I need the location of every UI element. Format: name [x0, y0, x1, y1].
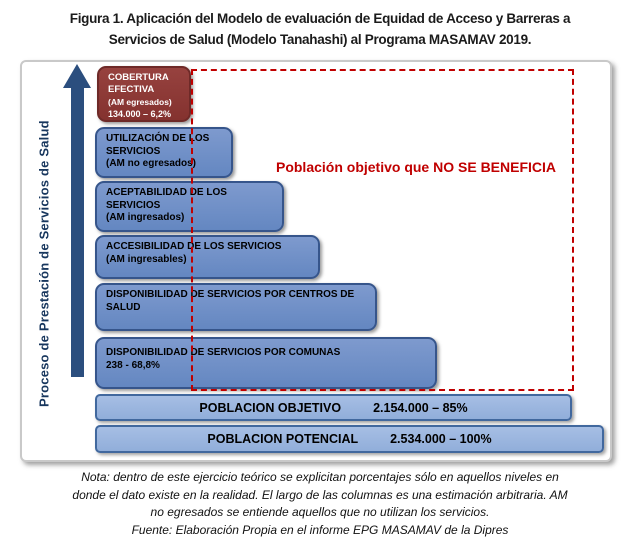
level-cobertura-efectiva — [97, 66, 191, 122]
level-name: COBERTURA EFECTIVA — [108, 72, 169, 95]
bar-label: POBLACION OBJETIVO — [199, 400, 342, 415]
up-arrow-icon — [63, 64, 91, 88]
level-name: ACEPTABILIDAD DE LOS SERVICIOS — [106, 187, 227, 211]
note-line1: Nota: dentro de este ejercicio teórico se explicitan porcentajes sólo en aquellos niveles en — [81, 470, 559, 484]
diagram-frame — [20, 60, 612, 462]
level-detail: (AM no egresados) — [106, 158, 197, 169]
level-name: UTILIZACIÓN DE LOS SERVICIOS — [106, 133, 210, 157]
figure-title — [0, 8, 640, 50]
level-aceptabilidad — [95, 181, 284, 232]
no-benefit-label: Población objetivo que NO SE BENEFICIA — [275, 159, 557, 175]
process-axis-label: Proceso de Prestación de Servicios de Salud — [36, 120, 52, 408]
bar-value: 2.534.000 – 100% — [390, 432, 492, 446]
level-utilizacion — [95, 127, 233, 178]
level-detail: (AM ingresables) — [106, 253, 187, 265]
level-value: 238 - 68,8% — [106, 359, 160, 371]
level-detail: (AM ingresados) — [106, 212, 185, 223]
level-name: DISPONIBILIDAD DE SERVICIOS POR CENTROS DE SALUD — [106, 289, 355, 313]
level-disponibilidad-centros — [95, 283, 377, 331]
up-arrow-shaft — [71, 86, 84, 377]
bar-value: 2.154.000 – 85% — [373, 400, 468, 415]
bar-poblacion-objetivo — [95, 394, 572, 421]
level-name: DISPONIBILIDAD DE SERVICIOS POR COMUNAS — [106, 347, 341, 358]
figure-notes — [0, 469, 640, 539]
level-value: 134.000 – 6,2% — [108, 109, 172, 119]
figure-title-line2: Servicios de Salud (Modelo Tanahashi) al Programa MASAMAV 2019. — [108, 32, 532, 47]
figure-title-line1: Figura 1. Aplicación del Modelo de evaluación de Equidad de Acceso y Barreras a — [69, 11, 571, 26]
bar-label: POBLACION POTENCIAL — [207, 432, 359, 446]
level-accesibilidad — [95, 235, 320, 279]
note-line3: no egresados se entiende aquellos que no utilizan los servicios. — [150, 505, 490, 519]
level-detail: (AM egresados) — [108, 97, 172, 107]
note-line2: donde el dato existe en la realidad. El largo de las columnas es una estimación arbitraria. AM — [72, 487, 568, 502]
level-name: ACCESIBILIDAD DE LOS SERVICIOS — [106, 241, 282, 252]
bar-poblacion-potencial — [95, 425, 604, 453]
level-disponibilidad-comunas — [95, 337, 437, 389]
source-line: Fuente: Elaboración Propia en el informe EPG MASAMAV de la Dipres — [131, 522, 509, 537]
